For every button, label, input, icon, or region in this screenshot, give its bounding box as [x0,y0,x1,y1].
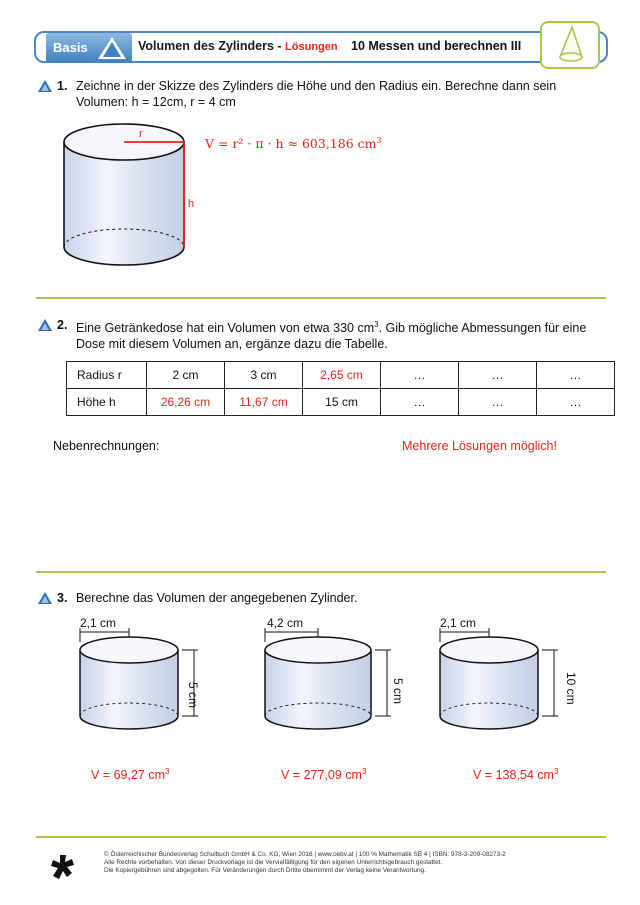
table-cell: 11,67 cm [225,389,303,416]
solutions-label: Lösungen [285,41,338,53]
radius-label: 2,1 cm [80,616,117,630]
answer-2: V = 277,09 $cm^3$ [281,767,367,783]
task1-cylinder [60,120,200,275]
table-cell: 26,26 cm [147,389,225,416]
table-cell: 3 cm [225,362,303,389]
task3-cylinder-2 [255,612,405,742]
task3-cylinder-1 [70,612,220,742]
table-row [67,362,615,389]
chapter-title: 10 Messen und berechnen III [351,39,522,53]
publisher-logo-icon [50,853,76,883]
task2-number: 2. [57,318,68,332]
table-cell: … [381,389,459,416]
table-cell: … [381,362,459,389]
side-calc-label: Nebenrechnungen: [53,439,160,453]
table-cell: 15 cm [303,389,381,416]
page-title: Volumen des Zylinders - Lösungen [138,39,338,53]
difficulty-icon [38,319,52,331]
table-cell: … [537,362,615,389]
table-cell: … [459,389,537,416]
task2-text: Eine Getränkedose hat ein Volumen von etwa 330 $cm^3$. Gib mögliche Abmessungen für eine Dose mit diesem Volumen an, ergänze dazu die Tabelle. [76,320,587,352]
height-label: 10 cm [564,672,578,705]
basis-triangle-icon [96,35,128,61]
table-cell: … [537,389,615,416]
difficulty-icon [38,592,52,604]
task1-formula: V = r² · π · h ≈ 603,186 $cm^3$ [205,136,382,152]
task3-number: 3. [57,591,68,605]
radius-label: r [139,128,143,140]
multiple-solutions-note: Mehrere Lösungen möglich! [402,439,557,453]
task3-text: Berechne das Volumen der angegebenen Zylinder. [76,591,358,605]
height-label: h [188,198,195,210]
row-header-radius: Radius r [67,362,147,389]
table-row [67,389,615,416]
height-label: 5 cm [186,682,200,709]
basis-label: Basis [53,40,88,55]
cone-badge [540,21,600,69]
footer-copyright: © Österreichischer Bundesverlag Schulbuch GmbH & Co. KG, Wien 2016 | www.oebv.at | 100 % Mathematik SB 4 | ISBN: 978-3-209-08273-2 Alle Rechte vorbehalten. Von dieser Druckvorlage ist die Vervielfältigung für den eigenen Unterrichtsgebrauch gestattet. Die Kopiergebühren sind abgegolten. Für Veränderungen durch Dritte übernimmt der Verlag keine Verantwortung. [104,851,506,874]
separator-2 [36,571,606,573]
dimensions-table [66,361,615,416]
radius-label: 4,2 cm [267,616,304,630]
height-label: 5 cm [391,678,405,705]
cone-icon [542,23,598,67]
table-cell: 2 cm [147,362,225,389]
answer-3: V = 138,54 $cm^3$ [473,767,559,783]
table-cell: … [459,362,537,389]
table-cell: 2,65 cm [303,362,381,389]
separator-3 [36,836,606,838]
task1-text: Zeichne in der Skizze des Zylinders die Höhe und den Radius ein. Berechne dann sein Volumen: h = 12cm, r = 4 cm [76,79,557,109]
row-header-height: Höhe h [67,389,147,416]
answer-1: V = 69,27 $cm^3$ [91,767,170,783]
separator-1 [36,297,606,299]
difficulty-icon [38,80,52,92]
radius-label: 2,1 cm [440,616,477,630]
task3-cylinder-3 [430,612,580,742]
task1-number: 1. [57,79,68,93]
